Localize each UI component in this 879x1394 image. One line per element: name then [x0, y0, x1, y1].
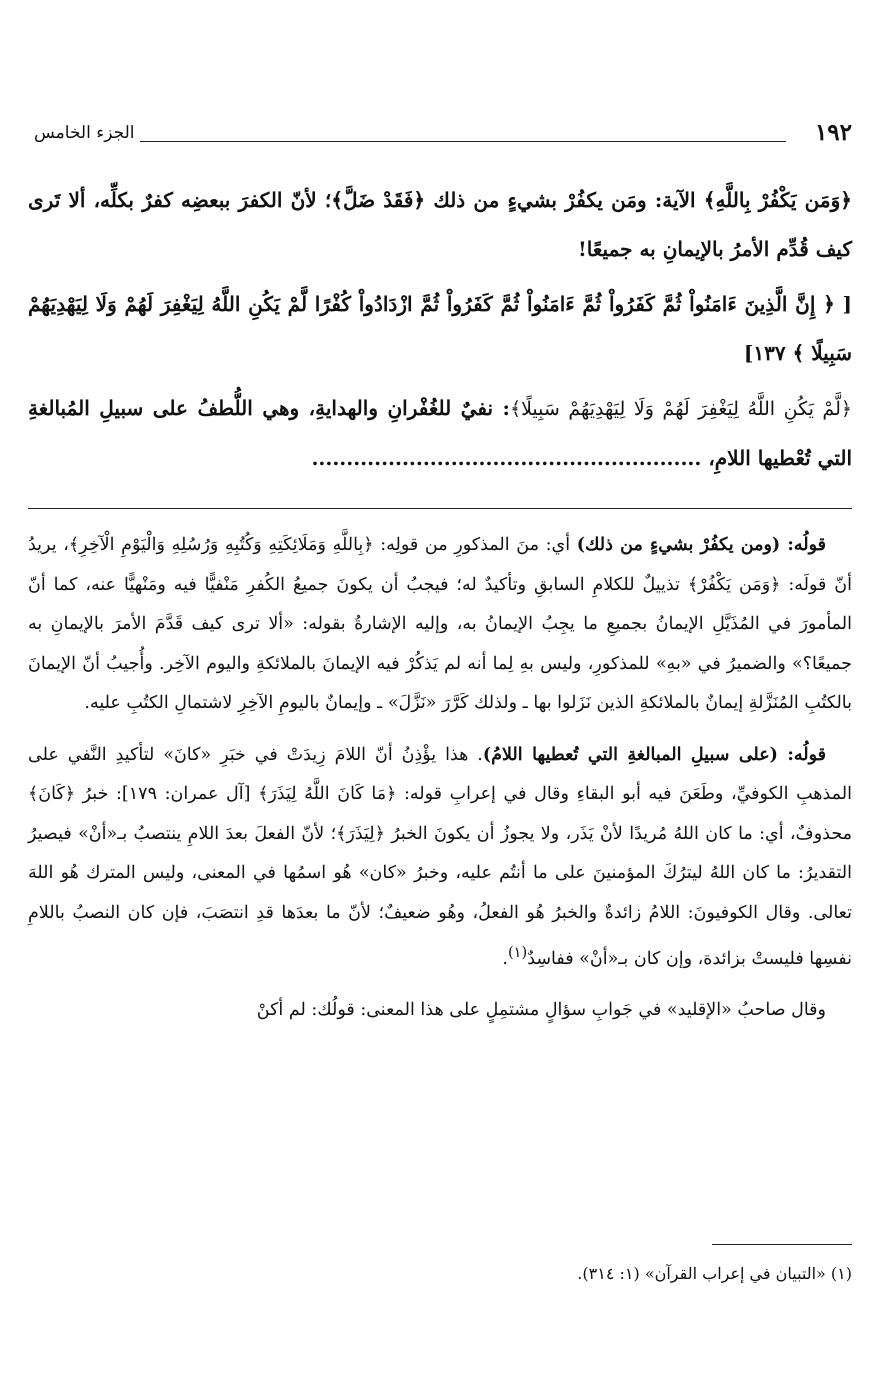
quran-verse-137: [ ﴿ إِنَّ الَّذِينَ ءَامَنُواْ ثُمَّ كَفَرُواْ ثُمَّ ءَامَنُواْ ثُمَّ كَفَرُواْ ثُمَّ ازْدَادُواْ كُفْرًا لَّمْ يَكُنِ اللَّهُ لِيَغْفِرَ لَهُمْ وَلَا لِيَهْدِيَهُمْ سَبِيلًا ﴾ ١٣٧] — [28, 292, 852, 365]
commentary-paragraph-3: وقال صاحبُ «الإقليد» في جَوابِ سؤالٍ مشتمِلٍ على هذا المعنى: قولُك: لم أكنْ — [256, 1000, 826, 1021]
lemma-1: قولُه: (ومن يكفُرْ بشيءٍ من ذلك) — [576, 535, 826, 555]
lemma-2: قولُه: (على سبيلِ المبالغةِ التي تُعطيها اللامُ) — [482, 744, 826, 765]
footnote: (١) «التبيان في إعراب القرآن» (١: ٣١٤). — [577, 1264, 852, 1283]
commentary-1-text: أي: منَ المذكورِ من قولِه: ﴿بِاللَّهِ وَمَلَائِكَتِهِ وَكُتُبِهِ وَرُسُلِهِ وَالْيَوْمِ الْآخِرِ﴾، يريدُ أنّ قولَه: ﴿وَمَن يَكْفُرْ﴾ تذييلٌ للكلامِ السابقِ وتأكيدٌ له؛ فيجبُ أن يكونَ جميعُ الكُفرِ مَنْفيًّا فيه ومَنْهيًّا عنه، كما أنّ المأمورَ في المُذَيَّلِ الإيمانُ بجميعِ ما يجِبُ الإيمانُ به، وإليه الإشارةُ بقوله: «ألا ترى كيف قَدَّمَ الأمرَ بالإيمانِ به جميعًا؟» والضميرُ في «بهِ» للمذكورِ، وليس بهِ لِما أنه لم يَذكُرْ فيه الإيمانَ بالملائكةِ واليوم الآخِر. وأُجيبُ أنّ الإيمانَ بالكتُبِ المُنَزَّلةِ إيمانٌ بالملائكةِ الذين نَزَلوا بها ـ ولذلك كَرَّرَ «نَزَّلَ» ـ وإيمانٌ باليومِ الآخِرِ لاشتمالِ الكتُبِ عليه. — [28, 535, 852, 713]
commentary-text — [28, 526, 852, 1031]
book-page — [28, 0, 852, 1394]
section-divider — [28, 508, 852, 509]
commentary-2-text: . هذا يؤْذِنُ أنّ اللامَ زِيدَتْ في خبَرِ «كانَ» لتأكيدِ النَّفي على المذهبِ الكوفيِّ، وطَعَنَ فيه أبو البقاءِ وقال في إعرابِ قوله: ﴿مَا كَانَ اللَّهُ لِيَذَرَ﴾ [آل عمران: ١٧٩]: خبرُ ﴿كَانَ﴾ محذوفٌ، أي: ما كان اللهُ مُريدًا لأنْ يَذَر، ولا يجوزُ أن يكونَ الخبرُ ﴿لِيَذَرَ﴾؛ لأنّ الفعلَ بعدَ اللامِ ينتصبُ بـ«أنْ» فيصيرُ التقديرُ: ما كان اللهُ ليترُكَ المؤمنينَ على ما أنتُم عليه، وخبرُ «كان» هُو اسمُها في المعنى، وليس المترك هُو اللهَ تعالى. وقال الكوفيونَ: اللامُ زائدةٌ والخبرُ هُو الفعلُ، وهُو ضعيفٌ؛ لأنّ ما بعدَها قدِ انتصَبَ، فإن كان النصبُ باللامِ نفسِها فليستْ بزائدة، وإن كان بـ«أنْ» ففاسِدٌ — [28, 744, 852, 969]
main-text — [28, 176, 852, 483]
header-rule — [140, 141, 786, 142]
running-header — [28, 118, 852, 152]
footnote-rule — [712, 1244, 852, 1245]
page-number: ١٩٢ — [814, 119, 852, 146]
footnote-reference: (١) — [507, 944, 528, 961]
main-paragraph-2-text: : نفيٌ للغُفْرانِ والهدايةِ، وهي اللُّطفُ على سبيلِ المُبالغةِ التي تُعْطيها اللامِ، — [28, 396, 852, 470]
commentary-paragraph-1 — [28, 526, 852, 724]
commentary-paragraph-2: قولُه: (على سبيلِ المبالغةِ التي تُعطيها اللامُ). هذا يؤْذِنُ أنّ اللامَ زِيدَتْ في خبَرِ «كانَ» لتأكيدِ النَّفي على المذهبِ الكوفيِّ، وطَعَنَ فيه أبو البقاءِ وقال في إعرابِ قوله: ﴿مَا كَانَ اللَّهُ لِيَذَرَ﴾ [آل عمران: ١٧٩]: خبرُ ﴿كَانَ﴾ محذوفٌ، أي: ما كان اللهُ مُريدًا لأنْ يَذَر، ولا يجوزُ أن يكونَ الخبرُ ﴿لِيَذَرَ﴾؛ لأنّ الفعلَ بعدَ اللامِ ينتصبُ بـ«أنْ» فيصيرُ التقديرُ: ما كان اللهُ ليترُكَ المؤمنينَ على ما أنتُم عليه، وخبرُ «كان» هُو اسمُها في المعنى، وليس المترك هُو اللهَ تعالى. وقال الكوفيونَ: اللامُ زائدةٌ والخبرُ هُو الفعلُ، وهُو ضعيفٌ؛ لأنّ ما بعدَها قدِ انتصَبَ، فإن كان النصبُ باللامِ نفسِها فليستْ بزائدة، وإن كان بـ«أنْ» ففاسِدٌ$^{(١)}$. — [28, 744, 852, 969]
dotted-leader: ........................................................ — [311, 446, 702, 470]
quran-quote: ﴿لَّمْ يَكُنِ اللَّهُ لِيَغْفِرَ لَهُمْ وَلَا لِيَهْدِيَهُمْ سَبِيلًا﴾ — [509, 398, 852, 420]
main-paragraph-1: ﴿وَمَن يَكْفُرْ بِاللَّهِ﴾ الآية: ومَن يكفُرْ بشيءٍ من ذلك ﴿فَقَدْ ضَلَّ﴾؛ لأنّ الكفرَ ببعضِه كفرٌ بكلِّه، ألا تَرى كيف قُدِّم الأمرُ بالإيمانِ به جميعًا! — [28, 188, 852, 261]
volume-title: الجزء الخامس — [34, 123, 135, 143]
main-paragraph-2 — [28, 384, 852, 483]
